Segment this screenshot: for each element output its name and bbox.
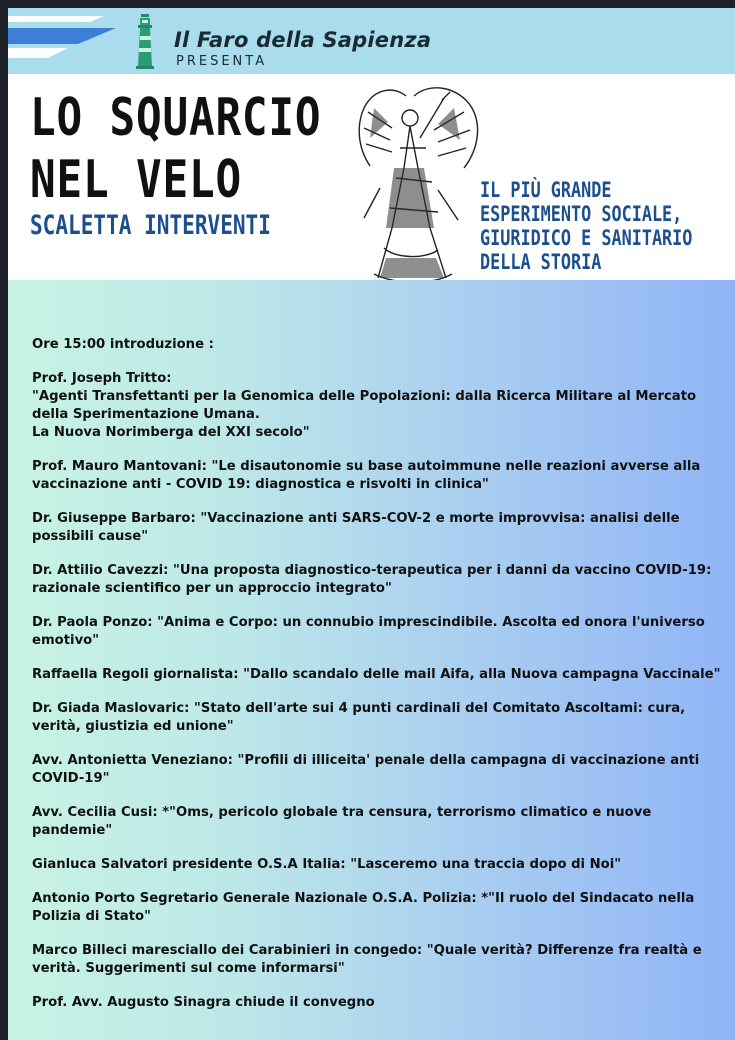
program-entry-intro: Ore 15:00 introduzione : — [32, 337, 214, 352]
tagline — [480, 178, 692, 274]
tagline-line: IL PIÙ GRANDE — [480, 178, 612, 202]
program-entry-regoli: Raffaella Regoli giornalista: "Dallo scandalo delle mail Aifa, alla Nuova campagna Vaccinale" — [32, 667, 721, 682]
program-entry-maslovaric: Dr. Giada Maslovaric: "Stato dell'arte sui 4 punti cardinali del Comitato Ascoltami: cura, verità, giustizia ed unione" — [32, 701, 686, 734]
program-entry-billeci: Marco Billeci maresciallo dei Carabinieri in congedo: "Quale verità? Differenze fra realtà e verità. Suggerimenti sul come informarsi" — [32, 943, 702, 976]
program-entry-barbaro: Dr. Giuseppe Barbaro: "Vaccinazione anti SARS-COV-2 e morte improvvisa: analisi delle possibili cause" — [32, 511, 680, 544]
program-panel — [8, 280, 735, 1040]
title-area — [8, 74, 735, 280]
program-entry-ponzo: Dr. Paola Ponzo: "Anima e Corpo: un connubio imprescindibile. Ascolta ed onora l'universo emotivo" — [32, 615, 705, 648]
tagline-line: GIURIDICO E SANITARIO — [480, 226, 693, 250]
program-entry-cavezzi: Dr. Attilio Cavezzi: "Una proposta diagnostico-terapeutica per i danni da vaccino COVID-19: razionale scientifico per un approccio integrato" — [32, 563, 712, 596]
brand-name: Il Faro della Sapienza — [174, 28, 432, 52]
event-subtitle: SCALETTA INTERVENTI — [30, 210, 271, 241]
program-entry-salvatori: Gianluca Salvatori presidente O.S.A Italia: "Lasceremo una traccia dopo di Noi" — [32, 857, 622, 872]
program-entry-cusi: Avv. Cecilia Cusi: *"Oms, pericolo globale tra censura, terrorismo climatico e nuove pandemie" — [32, 805, 652, 838]
tagline-line: ESPERIMENTO SOCIALE, — [480, 202, 683, 226]
decorative-stripes — [8, 14, 118, 64]
event-title-line-2: NEL VELO — [30, 150, 242, 210]
header-band — [8, 8, 735, 74]
program-list — [32, 336, 722, 1028]
lighthouse-icon — [134, 12, 156, 70]
event-title-line-1: LO SQUARCIO — [30, 88, 322, 148]
program-entry-tritto: Prof. Joseph Tritto: "Agenti Transfettanti per la Genomica delle Popolazioni: dalla Ricerca Militare al Mercato della Sperimentazione Umana. La Nuova Norimberga del XXI secolo" — [32, 371, 697, 440]
tagline-line: DELLA STORIA — [480, 250, 602, 274]
program-entry-sinagra: Prof. Avv. Augusto Sinagra chiude il convegno — [32, 995, 375, 1010]
poster — [8, 8, 735, 1040]
presents-label: PRESENTA — [176, 54, 268, 69]
program-entry-mantovani: Prof. Mauro Mantovani: "Le disautonomie su base autoimmune nelle reazioni avverse alla vaccinazione anti - COVID 19: diagnostica e risvolti in clinica" — [32, 459, 701, 492]
archangel-illustration — [334, 78, 484, 290]
program-entry-porto: Antonio Porto Segretario Generale Nazionale O.S.A. Polizia: *"Il ruolo del Sindacato nella Polizia di Stato" — [32, 891, 695, 924]
program-entry-veneziano: Avv. Antonietta Veneziano: "Profili di illiceita' penale della campagna di vaccinazione anti COVID-19" — [32, 753, 700, 786]
